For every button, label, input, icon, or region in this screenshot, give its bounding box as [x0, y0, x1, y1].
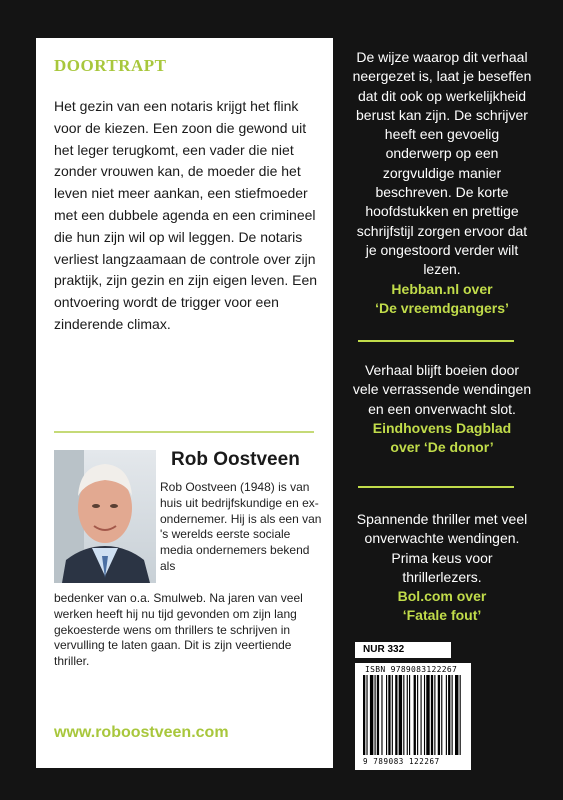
author-website-link[interactable]: www.roboostveen.com [54, 724, 229, 741]
barcode-bar [452, 675, 453, 755]
nur-code: NUR 332 [355, 642, 451, 658]
author-bio-part1: Rob Oostveen (1948) is van huis uit bedrijfskundige en ex-ondernemer. Hij is als een van 's werelds eerste sociale media ondernemers bekend als [160, 480, 322, 573]
barcode-bar [455, 675, 458, 755]
book-title: DOORTRAPT [54, 56, 167, 75]
barcode-bar [417, 675, 418, 755]
barcode-bar [375, 675, 376, 755]
quote-source-title: over ‘De donor’ [390, 439, 494, 456]
author-photo [54, 450, 156, 583]
barcode-bar [392, 675, 393, 755]
barcode-bar [366, 675, 367, 755]
barcode-bar [421, 675, 422, 755]
barcode-bar [388, 675, 390, 755]
barcode-bar [386, 675, 387, 755]
quote-text: Spannende thriller met veel onverwachte wendingen. Prima keus voor thrillerlezers. [356, 511, 528, 585]
author-bio-part2: bedenker van o.a. Smulweb. Na jaren van veel werken heeft hij nu tijd gevonden om zijn lang gekoesterde wens om thrillers te schrijven in vervulling te laten gaan. Dit is zijn veertiende thriller. [54, 591, 303, 669]
barcode-bar [446, 675, 447, 755]
quote-text: De wijze waarop dit verhaal neergezet is, laat je beseffen dat dit ook op werkelijkheid berust kan zijn. De schrijver heeft een gevoelig onderwerp op een zorgvuldige manier beschreven. De korte hoofdstukken en prettige schrijfstijl zorgen ervoor dat je ongestoord verder wilt lezen. [352, 49, 532, 278]
quote-source: Bol.com over [397, 588, 487, 605]
quote-source: Eindhovens Dagblad [372, 419, 512, 436]
barcode-bars [355, 663, 471, 770]
divider [358, 486, 514, 488]
book-summary: Het gezin van een notaris krijgt het flink voor de kiezen. Een zoon die gewond uit het leger terugkomt, een vader die niet zonder vrouwen kan, de moeder die het leven niet meer aankan, een stiefmoeder met een dubbele agenda en een crimineel die hun zijn wil op wil leggen. De notaris verliest langzaamaan de controle over zijn praktijk, zijn gezin en zijn eigen leven. Een ontvoering wordt de trigger voor een zinderende climax. [54, 98, 318, 332]
quote-source-title: ‘Fatale fout’ [402, 607, 482, 624]
barcode-bar [395, 675, 397, 755]
review-quote [352, 48, 532, 318]
barcode-bar [370, 675, 373, 755]
divider [54, 431, 314, 433]
barcode-bar [434, 675, 435, 755]
barcode-bar [381, 675, 382, 755]
quote-source-title: ‘De vreemdgangers’ [375, 299, 509, 316]
barcode-bar [431, 675, 433, 755]
barcode-bar [409, 675, 410, 755]
back-cover-text-panel [36, 38, 333, 768]
barcode-bar [399, 675, 402, 755]
barcode-bar [403, 675, 404, 755]
barcode-bar [377, 675, 379, 755]
review-quote [352, 361, 532, 457]
review-quote [352, 510, 532, 626]
barcode-bar [424, 675, 425, 755]
barcode-bar [414, 675, 416, 755]
quote-source: Hebban.nl over [391, 280, 493, 297]
barcode-bar [441, 675, 442, 755]
author-name: Rob Oostveen [171, 449, 300, 470]
divider [358, 340, 514, 342]
barcode-bar [438, 675, 440, 755]
barcode-bar [407, 675, 408, 755]
barcode-bar [363, 675, 365, 755]
barcode-digits: 9 789083 122267 [363, 757, 440, 766]
quote-text: Verhaal blijft boeien door vele verrassende wendingen en een onverwacht slot. [352, 362, 532, 417]
barcode-bar [460, 675, 461, 755]
isbn-barcode [355, 663, 471, 770]
isbn-text: ISBN 9789083122267 [365, 665, 458, 674]
barcode-bar [448, 675, 450, 755]
barcode-bar [426, 675, 429, 755]
